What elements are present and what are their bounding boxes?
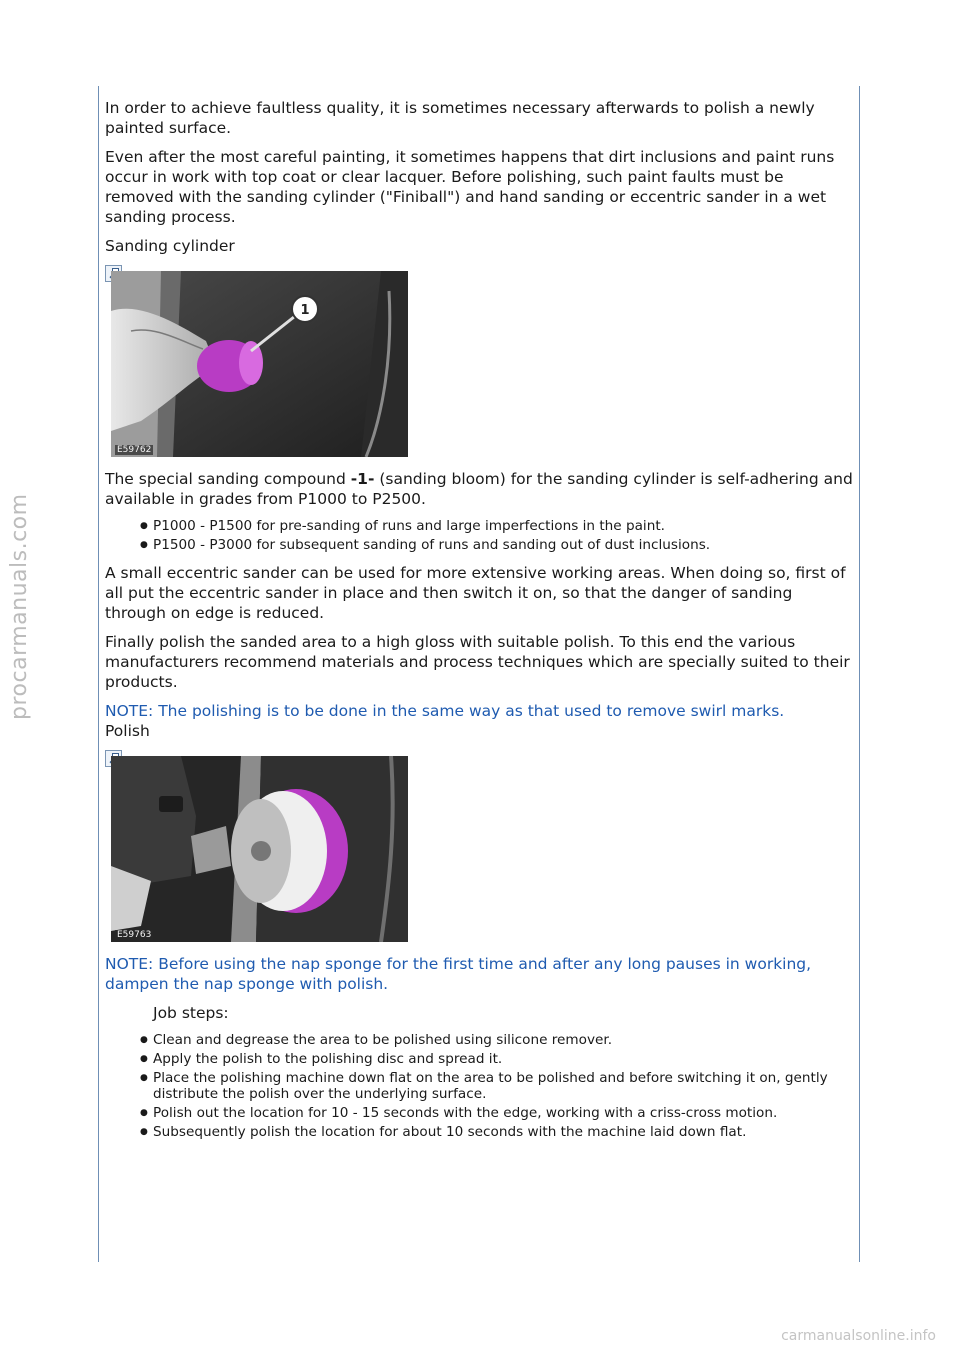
compound-text-end: (sanding bloom) for the sanding cylinder is self-adhering and available in grades from P1000 to P2500. <box>105 470 853 508</box>
job-steps-list <box>105 1032 855 1140</box>
list-item: ● Polish out the location for 10 - 15 seconds with the edge, working with a criss-cross motion. <box>153 1105 855 1121</box>
polish-heading: Polish <box>105 722 150 740</box>
sanding-cylinder-heading: Sanding cylinder <box>105 237 235 255</box>
figure-code: E59762 <box>117 445 152 455</box>
callout-number: 1 <box>300 303 310 318</box>
sanding-cylinder-figure <box>105 265 855 459</box>
watermark-bottom: carmanualsonline.info <box>781 1328 936 1344</box>
page-border-left <box>98 86 99 1262</box>
compound-text-start: The special sanding compound <box>105 470 351 488</box>
page-border-right <box>859 86 860 1262</box>
list-item: ● Place the polishing machine down flat on the area to be polished and before switching it on, gently distribute the polish over the underlying surface. <box>153 1070 855 1102</box>
eccentric-sander-paragraph: A small eccentric sander can be used for more extensive working areas. When doing so, first of all put the eccentric sander in place and then switch it on, so that the danger of sanding through on edge is reduced. <box>105 564 846 622</box>
grades-list <box>105 518 855 553</box>
polish-figure <box>105 750 855 944</box>
list-item: ● Apply the polish to the polishing disc and spread it. <box>153 1051 855 1067</box>
callout-reference: -1- <box>350 470 375 488</box>
polishing-note: NOTE: The polishing is to be done in the same way as that used to remove swirl marks. <box>105 702 785 720</box>
intro-paragraph: In order to achieve faultless quality, it is sometimes necessary afterwards to polish a newly painted surface. <box>105 99 815 137</box>
list-item: ● P1500 - P3000 for subsequent sanding of runs and sanding out of dust inclusions. <box>153 537 855 553</box>
sanding-cylinder-photo <box>111 271 408 457</box>
list-item: ● P1000 - P1500 for pre-sanding of runs and large imperfections in the paint. <box>153 518 855 534</box>
polish-finish-paragraph: Finally polish the sanded area to a high gloss with suitable polish. To this end the various manufacturers recommend materials and process techniques which are specially suited to their products. <box>105 633 850 691</box>
figure-code: E59763 <box>117 930 152 940</box>
paint-faults-paragraph: Even after the most careful painting, it sometimes happens that dirt inclusions and paint runs occur in work with top coat or clear lacquer. Before polishing, such paint faults must be removed with the sanding cylinder ("Finiball") and hand sanding or eccentric sander in a wet sanding process. <box>105 148 835 226</box>
nap-sponge-note: NOTE: Before using the nap sponge for the first time and after any long pauses in working, dampen the nap sponge with polish. <box>105 955 812 993</box>
sanding-compound-paragraph <box>105 469 855 509</box>
watermark-left: procarmanuals.com <box>7 493 32 720</box>
list-item: ● Clean and degrease the area to be polished using silicone remover. <box>153 1032 855 1048</box>
polishing-machine-photo <box>111 756 408 942</box>
job-steps-label: Job steps: <box>153 1004 229 1022</box>
list-item: ● Subsequently polish the location for about 10 seconds with the machine laid down flat. <box>153 1124 855 1140</box>
document-content <box>105 98 855 1150</box>
